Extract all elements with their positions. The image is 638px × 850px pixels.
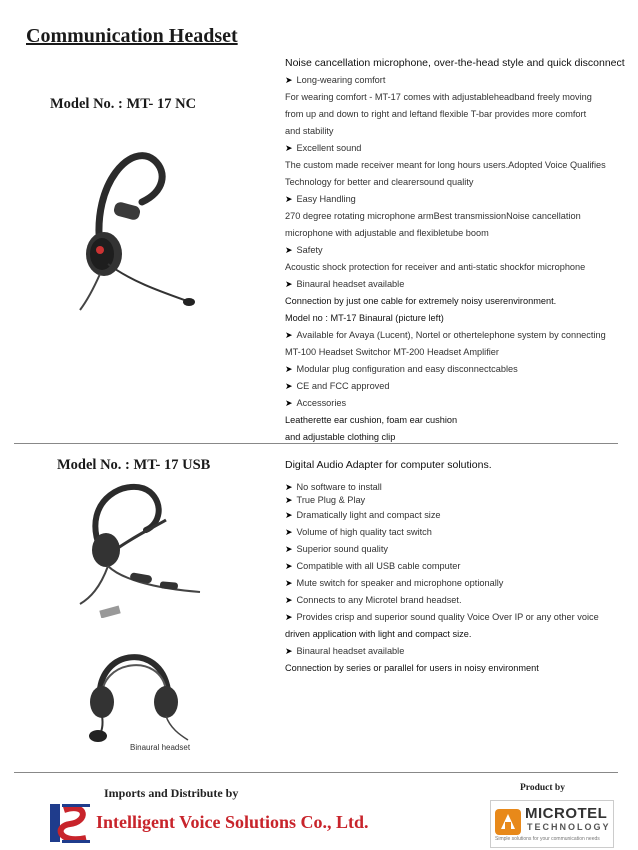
headset-usb-image [60,478,210,618]
text-line: For wearing comfort - MT-17 comes with adjustableheadband freely moving [285,92,592,102]
bullet-line: ➤ Volume of high quality tact switch [285,524,630,541]
headset-binaural-image [80,640,190,745]
bullet-line: ➤ Binaural headset available [285,276,630,293]
headset-mono-image [72,142,202,312]
bullet-line: ➤ Available for Avaya (Lucent), Nortel or othertelephone system by connecting [285,327,630,344]
microtel-logo-icon [495,809,521,835]
model-number-usb: Model No. : MT- 17 USB [57,457,211,473]
ivs-logo-icon [48,800,92,846]
microtel-logo [490,800,614,848]
bullet-line: ➤ Compatible with all USB cable computer [285,558,630,575]
text-line: and adjustable clothing clip [285,432,396,442]
page-title: Communication Headset [26,25,238,47]
bullet-line: ➤ No software to install [285,481,630,494]
bullet-line: ➤ Modular plug configuration and easy disconnectcables [285,361,630,378]
bullet-line: ➤ Superior sound quality [285,541,630,558]
text-line: driven application with light and compact size. [285,629,472,639]
footer-divider [14,772,618,773]
ivs-company-name: Intelligent Voice Solutions Co., Ltd. [96,812,369,832]
text-line: and stability [285,126,334,136]
bullet-line: ➤ Safety [285,242,630,259]
bullet-line: ➤ Connects to any Microtel brand headset. [285,592,630,609]
bullet-line: ➤ Dramatically light and compact size [285,507,630,524]
text-line: Acoustic shock protection for receiver and anti-static shockfor microphone [285,262,586,272]
text-line: MT-100 Headset Switchor MT-200 Headset Amplifier [285,347,499,357]
section-divider [14,443,618,444]
text-line: Noise cancellation microphone, over-the-head style and quick disconnect [285,57,625,69]
binaural-caption: Binaural headset [130,743,191,752]
bullet-line: ➤ True Plug & Play [285,494,630,507]
text-line: The custom made receiver meant for long hours users.Adopted Voice Qualifies [285,160,606,170]
text-line: from up and down to right and leftand flexible T-bar provides more comfort [285,109,587,119]
bullet-line: ➤ Accessories [285,395,630,412]
text-line: Model no : MT-17 Binaural (picture left) [285,313,444,323]
bullet-line: ➤ Binaural headset available [285,643,630,660]
bullet-line: ➤ Excellent sound [285,140,630,157]
microtel-tagline: Simple solutions for your communication needs [495,836,600,842]
text-line: Digital Audio Adapter for computer solutions. [285,459,492,471]
microtel-name: MICROTEL [525,805,608,822]
text-line: Connection by just one cable for extremely noisy userenvironment. [285,296,557,306]
bullet-line: ➤ Easy Handling [285,191,630,208]
importer-label: Imports and Distribute by [104,786,239,800]
text-line: microphone with adjustable and flexibletube boom [285,228,489,238]
microtel-sub: TECHNOLOGY [527,822,611,832]
section2-description [285,457,630,677]
producer-label: Product by [520,783,565,793]
model-number-nc: Model No. : MT- 17 NC [50,96,197,112]
bullet-line: ➤ CE and FCC approved [285,378,630,395]
text-line: 270 degree rotating microphone armBest transmissionNoise cancellation [285,211,581,221]
section1-description [285,55,630,446]
text-line: Technology for better and clearersound quality [285,177,474,187]
bullet-line: ➤ Long-wearing comfort [285,72,630,89]
bullet-line: ➤ Mute switch for speaker and microphone optionally [285,575,630,592]
text-line: Leatherette ear cushion, foam ear cushion [285,415,458,425]
text-line: Connection by series or parallel for users in noisy environment [285,663,539,673]
bullet-line: ➤ Provides crisp and superior sound quality Voice Over IP or any other voice [285,609,630,626]
